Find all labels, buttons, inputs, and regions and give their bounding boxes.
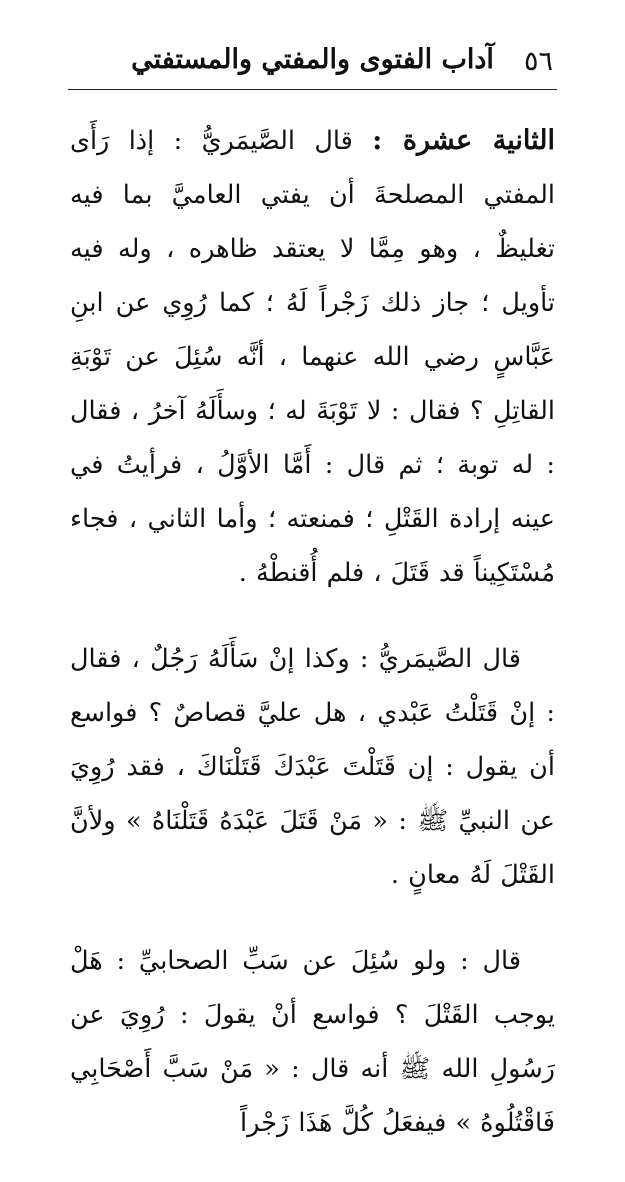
running-title: آداب الفتوى والمفتي والمستفتي (131, 44, 494, 75)
paragraph-1-text: قال الصَّيمَريُّ : إذا رَأَى المفتي المصلحةَ أن يفتي العاميَّ بما فيه تغليظٌ ، وهو مِمَّا لا يعتقد ظاهره ، وله فيه تأويل ؛ جاز ذلك زَجْراً لَهُ ؛ كما رُوِي عن ابنِ عَبَّاسٍ رضي الله عنهما ، أنَّه سُئِلَ عن تَوْبَةِ القاتِلِ ؟ فقال : لا تَوْبَةَ له ؛ وسأَلَهُ آخرُ ، فقال : له توبة ؛ ثم قال : أَمَّا الأوَّلُ ، فرأيتُ في عينه إرادة القَتْلِ ؛ فمنعته ؛ وأما الثاني ، فجاء مُسْتَكِيناً قد قَتَلَ ، فلم أُقنطْهُ . (70, 126, 555, 588)
body-text (70, 114, 555, 1182)
paragraph-2: قال الصَّيمَريُّ : وكذا إنْ سَأَلَهُ رَجُلٌ ، فقال : إنْ قَتَلْتُ عَبْدي ، هل عليَّ قصاصٌ ؟ فواسع أن يقول : إن قَتَلْتَ عَبْدَكَ قَتَلْنَاكَ ، فقد رُوِيَ عن النبيِّ ﷺ : « مَنْ قَتَلَ عَبْدَهُ قَتَلْنَاهُ » ولأنَّ القَتْلَ لَهُ معانٍ . (70, 644, 555, 890)
paragraph-1 (70, 114, 555, 600)
page-header (68, 38, 557, 88)
paragraph-3: قال : ولو سُئِلَ عن سَبِّ الصحابيِّ : هَلْ يوجب القَتْلَ ؟ فواسع أنْ يقولَ : رُوِيَ عن رَسُولِ الله ﷺ أنه قال : « مَنْ سَبَّ أَصْحَابِي فَاقْتُلُوهُ » فيفعَلُ كُلَّ هَذَا زَجْراً (70, 946, 555, 1138)
header-rule (68, 89, 557, 90)
section-heading: الثانية عشرة : (372, 125, 555, 156)
page-number: ٥٦ (523, 46, 553, 77)
